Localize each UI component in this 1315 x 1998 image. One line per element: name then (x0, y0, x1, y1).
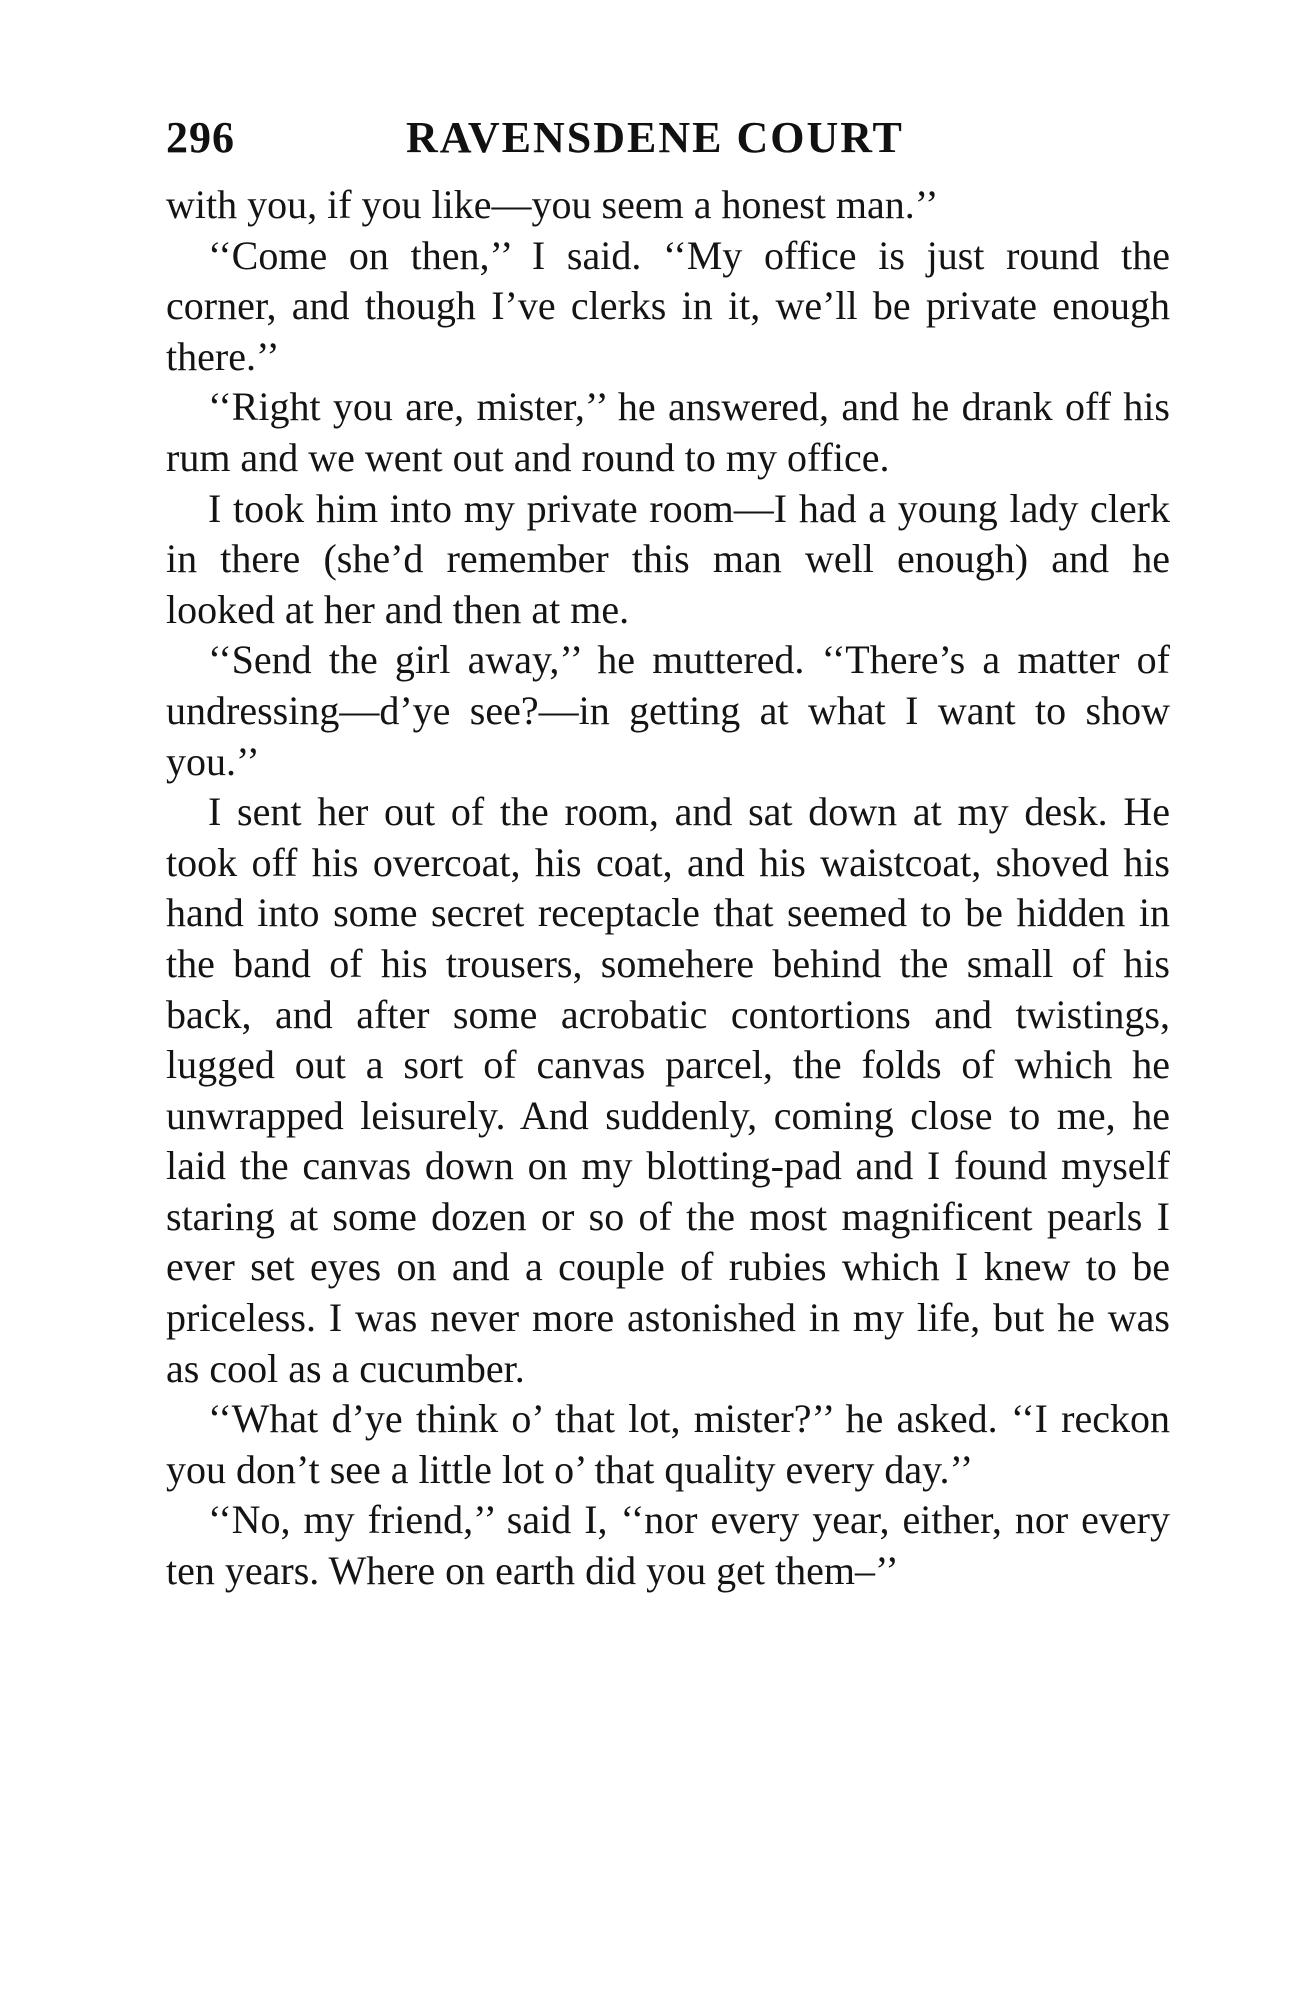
paragraph: ‘‘Come on then,’’ I said. ‘‘My office is just round the corner, and though I’ve clerks in it, we’ll be private enough there.’’ (166, 232, 1170, 379)
paragraph: ‘‘What d’ye think o’ that lot, mister?’’ he asked. ‘‘I reckon you don’t see a little lot o’ that quality every day.’’ (166, 1396, 1170, 1492)
page-number: 296 (166, 113, 235, 162)
paragraph-continuation: with you, if you like—you seem a honest man.’’ (166, 182, 939, 227)
running-title: RAVENSDENE COURT (406, 113, 904, 162)
page-header (166, 112, 1176, 168)
paragraph: ‘‘Send the girl away,’’ he muttered. ‘‘There’s a matter of undressing—d’ye see?—in getting at what I want to show you.’’ (166, 637, 1170, 784)
paragraph: I took him into my private room—I had a young lady clerk in there (she’d remember this man well enough) and he looked at her and then at me. (166, 485, 1170, 632)
paragraph: ‘‘Right you are, mister,’’ he answered, and he drank off his rum and we went out and round to my office. (166, 384, 1170, 480)
paragraph: ‘‘No, my friend,’’ said I, ‘‘nor every year, either, nor every ten years. Where on earth did you get them–’’ (166, 1497, 1170, 1594)
body-text (166, 180, 1170, 1597)
paragraph: I sent her out of the room, and sat down at my desk. He took off his overcoat, his coat, and his waistcoat, shoved his hand into some secret receptacle that seemed to be hidden in the band of his trousers, somehere behind the small of his back, and after some acrobatic contortions and twistings, lugged out a sort of canvas parcel, the folds of which he unwrapped leisurely. And suddenly, coming close to me, he laid the canvas down on my blotting-pad and I found myself staring at some dozen or so of the most magnificent pearls I ever set eyes on and a couple of rubies which I knew to be priceless. I was never more astonished in my life, but he was as cool as a cucumber. (166, 789, 1170, 1391)
